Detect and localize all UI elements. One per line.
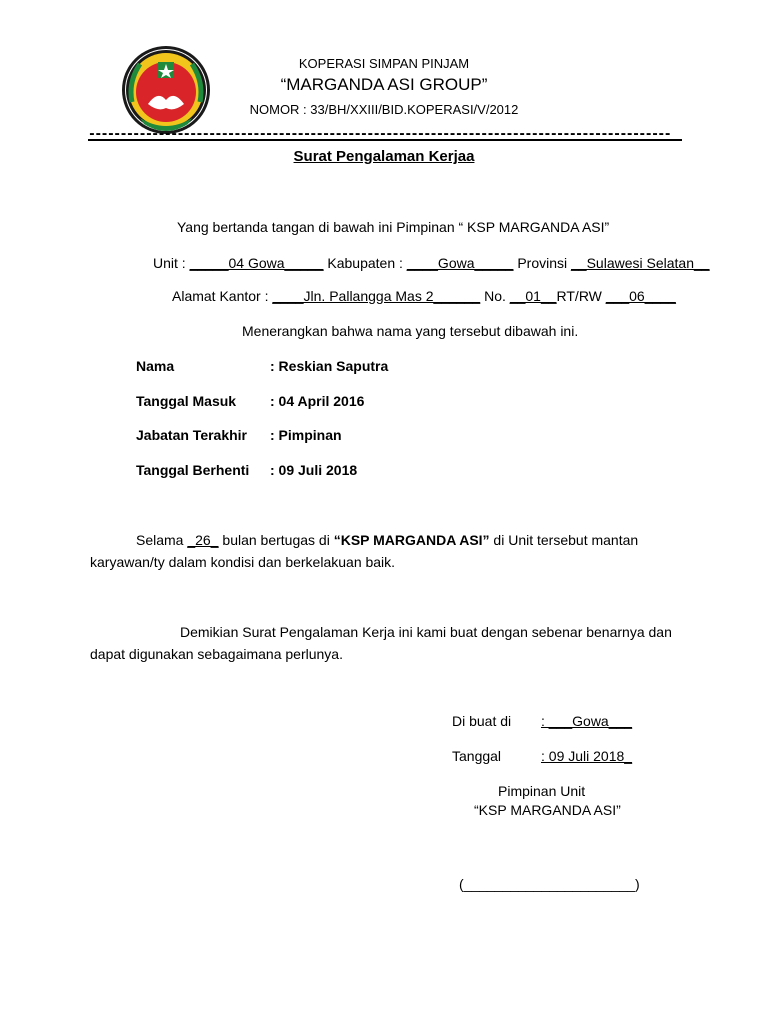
unit-line [153,255,710,271]
header-rule [88,139,682,141]
kabupaten-value: ____Gowa_____ [406,255,514,271]
no-label: No. [484,288,506,304]
name-value: : Reskian Saputra [270,358,389,374]
kabupaten-label: Kabupaten : [327,255,403,271]
header-dashed-separator: -------------------------------------------------------------------------------------------- [88,127,671,142]
position-label: Jabatan Terakhir [136,427,248,443]
place-value: : ___Gowa___ [541,713,633,729]
alamat-label: Alamat Kantor : [172,288,269,304]
service-paragraph [90,529,680,573]
signer-position: Pimpinan Unit [498,783,586,799]
statement-text: Menerangkan bahwa nama yang tersebut dibawah ini. [242,323,579,339]
provinsi-label: Provinsi [517,255,568,271]
address-line [172,288,676,304]
group-name: “MARGANDA ASI GROUP” [280,75,488,94]
start-date-label: Tanggal Masuk [136,393,237,409]
unit-label: Unit : [153,255,186,271]
position-value: : Pimpinan [270,427,342,443]
end-date-label: Tanggal Berhenti [136,462,250,478]
signer-company: “KSP MARGANDA ASI” [474,802,621,818]
intro-text: Yang bertanda tangan di bawah ini Pimpinan “ KSP MARGANDA ASI” [177,219,610,235]
service-company: “KSP MARGANDA ASI” [333,532,490,548]
place-label: Di buat di [452,713,512,729]
rtrw-value: ___06____ [605,288,676,304]
date-label: Tanggal [452,748,502,764]
alamat-value: ____Jln. Pallangga Mas 2______ [272,288,481,304]
unit-value: _____04 Gowa_____ [189,255,324,271]
letter-title: Surat Pengalaman Kerjaa [293,148,475,165]
signature-blank: (______________________) [459,876,640,892]
provinsi-value: __Sulawesi Selatan__ [571,255,710,271]
no-value: __01__ [509,288,557,304]
name-label: Nama [136,358,175,374]
closing-paragraph: Demikian Surat Pengalaman Kerja ini kami buat dengan sebenar benarnya dan dapat digunakan sebagaimana perlunya. [90,624,672,662]
service-part1: Selama [136,532,188,548]
service-part3: di Unit tersebut mantan karyawan/ty dalam kondisi dan berkelakuan baik. [90,532,639,570]
end-date-value: : 09 Juli 2018 [270,462,358,478]
date-value: : 09 Juli 2018_ [541,748,633,764]
org-name: KOPERASI SIMPAN PINJAM [298,56,470,71]
start-date-value: : 04 April 2016 [270,393,365,409]
rtrw-label: RT/RW [556,288,602,304]
service-part2: bulan bertugas di [218,532,334,548]
registration-number: NOMOR : 33/BH/XXIII/BID.KOPERASI/V/2012 [249,102,519,117]
service-months: _26_ [187,532,219,548]
